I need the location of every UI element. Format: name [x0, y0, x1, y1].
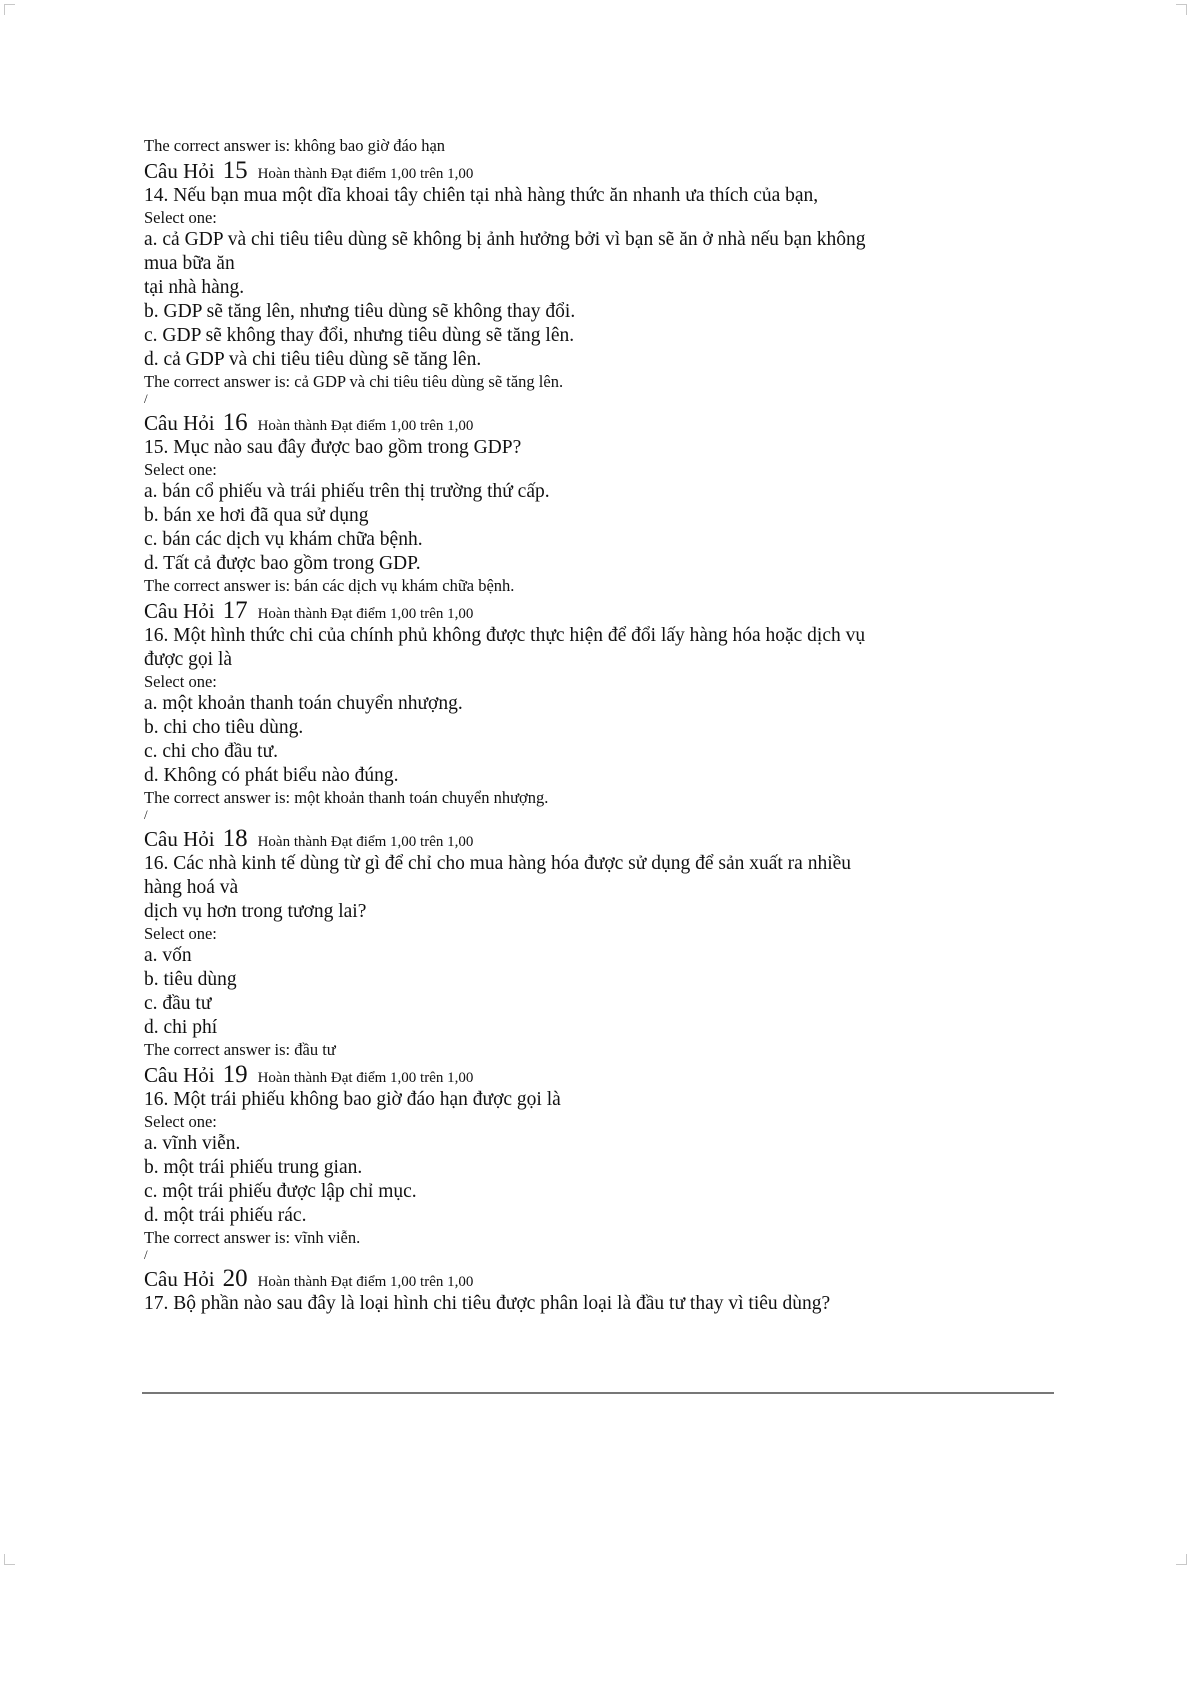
document-body [144, 136, 1054, 1316]
question-label: Câu Hỏi [144, 1267, 215, 1291]
answer-option: b. GDP sẽ tăng lên, nhưng tiêu dùng sẽ không thay đổi. [144, 301, 576, 322]
question-block [144, 826, 1054, 1060]
question-number: 16 [222, 409, 248, 436]
question-text: 16. Một trái phiếu không bao giờ đáo hạn được gọi là [144, 1089, 561, 1110]
question-block [144, 598, 1054, 824]
answer-option: c. GDP sẽ không thay đổi, nhưng tiêu dùng sẽ tăng lên. [144, 325, 575, 346]
correct-answer: The correct answer is: vĩnh viễn. [144, 1228, 361, 1247]
answer-option: c. đầu tư [144, 993, 212, 1014]
correct-answer: The correct answer is: đầu tư [144, 1040, 336, 1059]
question-block [144, 158, 1054, 408]
question-text: 17. Bộ phần nào sau đây là loại hình chi tiêu được phân loại là đầu tư thay vì tiêu dùng? [144, 1293, 831, 1314]
question-header [144, 598, 1054, 624]
question-text: dịch vụ hơn trong tương lai? [144, 901, 367, 922]
answer-option: b. chi cho tiêu dùng. [144, 717, 304, 738]
correct-answer: The correct answer is: bán các dịch vụ khám chữa bệnh. [144, 576, 515, 595]
question-block [144, 1062, 1054, 1264]
answer-option: d. chi phí [144, 1017, 218, 1038]
answer-option: d. một trái phiếu rác. [144, 1205, 307, 1226]
question-text: hàng hoá và [144, 877, 239, 898]
select-prompt: Select one: [144, 672, 217, 691]
answer-option: c. chi cho đầu tư. [144, 741, 279, 762]
answer-option: a. bán cổ phiếu và trái phiếu trên thị trường thứ cấp. [144, 481, 550, 502]
select-prompt: Select one: [144, 1112, 217, 1131]
correct-answer: The correct answer is: cả GDP và chi tiêu tiêu dùng sẽ tăng lên. [144, 372, 564, 391]
question-block [144, 1266, 1054, 1316]
question-list [144, 158, 1054, 1316]
answer-option: d. Không có phát biểu nào đúng. [144, 765, 399, 786]
question-header [144, 158, 1054, 184]
answer-option: b. bán xe hơi đã qua sử dụng [144, 505, 369, 526]
question-status: Hoàn thành Đạt điểm 1,00 trên 1,00 [257, 606, 474, 622]
question-status: Hoàn thành Đạt điểm 1,00 trên 1,00 [257, 834, 474, 850]
question-text: 16. Một hình thức chi của chính phủ không được thực hiện để đổi lấy hàng hóa hoặc dịch vụ [144, 625, 866, 646]
separator-mark: / [144, 391, 148, 406]
corner-mark-top-left [4, 4, 15, 15]
answer-option: a. cả GDP và chi tiêu tiêu dùng sẽ không bị ảnh hưởng bởi vì bạn sẽ ăn ở nhà nếu bạn không [144, 229, 866, 250]
answer-option: c. bán các dịch vụ khám chữa bệnh. [144, 529, 423, 550]
answer-option: mua bữa ăn [144, 253, 235, 274]
select-prompt: Select one: [144, 924, 217, 943]
question-label: Câu Hỏi [144, 599, 215, 623]
corner-mark-top-right [1176, 4, 1187, 15]
answer-option: b. một trái phiếu trung gian. [144, 1157, 363, 1178]
answer-option: d. Tất cả được bao gồm trong GDP. [144, 553, 421, 574]
question-header [144, 1266, 1054, 1292]
question-label: Câu Hỏi [144, 827, 215, 851]
question-number: 17 [222, 597, 248, 624]
answer-option: a. vĩnh viễn. [144, 1133, 241, 1154]
question-status: Hoàn thành Đạt điểm 1,00 trên 1,00 [257, 166, 474, 182]
question-header [144, 1062, 1054, 1088]
separator-mark: / [144, 1247, 148, 1262]
question-text: 16. Các nhà kinh tế dùng từ gì để chỉ cho mua hàng hóa được sử dụng để sản xuất ra nhiều [144, 853, 852, 874]
answer-option: c. một trái phiếu được lập chỉ mục. [144, 1181, 417, 1202]
question-number: 20 [222, 1265, 248, 1292]
question-status: Hoàn thành Đạt điểm 1,00 trên 1,00 [257, 1070, 474, 1086]
answer-option: a. một khoản thanh toán chuyển nhượng. [144, 693, 463, 714]
question-header [144, 410, 1054, 436]
select-prompt: Select one: [144, 460, 217, 479]
corner-mark-bottom-left [4, 1554, 15, 1565]
page-divider [142, 1392, 1054, 1394]
question-status: Hoàn thành Đạt điểm 1,00 trên 1,00 [257, 418, 474, 434]
correct-answer: The correct answer is: một khoản thanh toán chuyển nhượng. [144, 788, 549, 807]
previous-correct-answer: The correct answer is: không bao giờ đáo hạn [144, 136, 446, 155]
question-label: Câu Hỏi [144, 411, 215, 435]
answer-option: d. cả GDP và chi tiêu tiêu dùng sẽ tăng lên. [144, 349, 482, 370]
question-number: 18 [222, 825, 248, 852]
question-number: 19 [222, 1061, 248, 1088]
question-block [144, 410, 1054, 596]
question-label: Câu Hỏi [144, 1063, 215, 1087]
question-text: được gọi là [144, 649, 233, 670]
question-header [144, 826, 1054, 852]
question-text: 14. Nếu bạn mua một dĩa khoai tây chiên tại nhà hàng thức ăn nhanh ưa thích của bạn, [144, 185, 819, 206]
answer-option: tại nhà hàng. [144, 277, 245, 298]
answer-option: b. tiêu dùng [144, 969, 237, 990]
separator-mark: / [144, 807, 148, 822]
question-status: Hoàn thành Đạt điểm 1,00 trên 1,00 [257, 1274, 474, 1290]
select-prompt: Select one: [144, 208, 217, 227]
answer-option: a. vốn [144, 945, 192, 966]
corner-mark-bottom-right [1176, 1554, 1187, 1565]
question-number: 15 [222, 157, 248, 184]
question-label: Câu Hỏi [144, 159, 215, 183]
question-text: 15. Mục nào sau đây được bao gồm trong GDP? [144, 437, 522, 458]
